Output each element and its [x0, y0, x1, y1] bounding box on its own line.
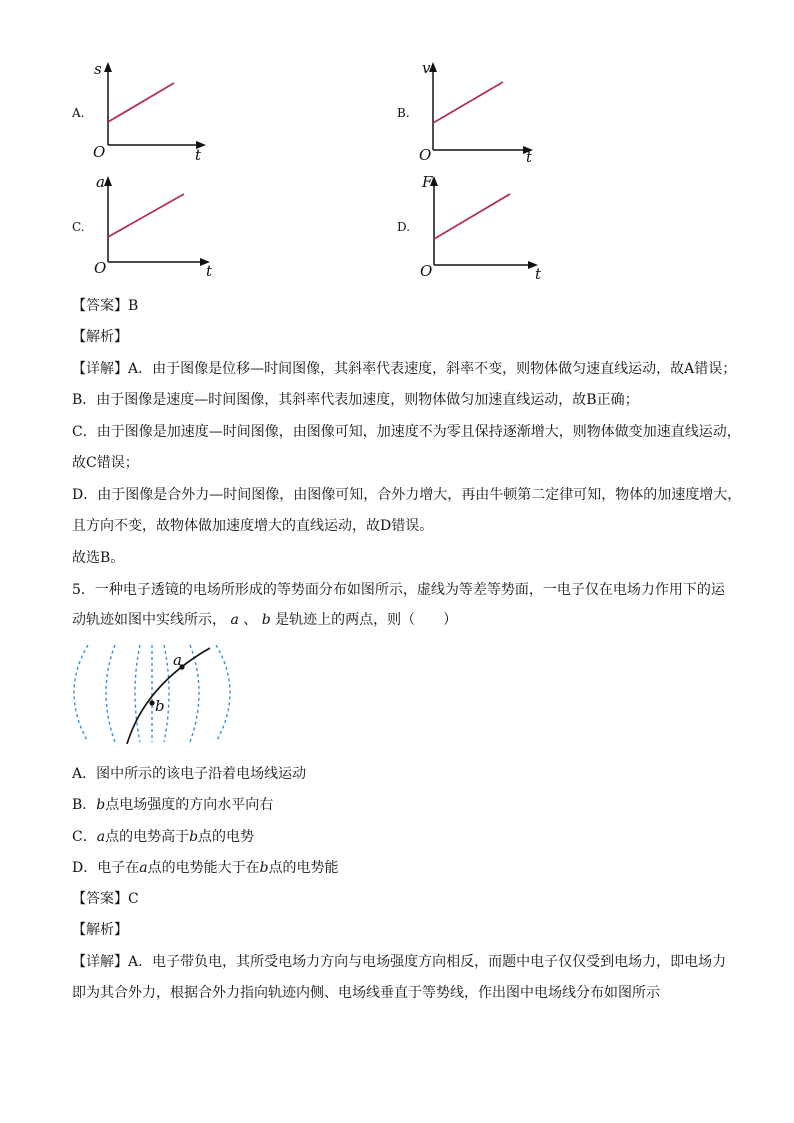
q5-option-c-var1: a	[96, 829, 106, 845]
q5-option-a: A．图中所示的该电子沿着电场线运动	[72, 766, 307, 782]
q5-option-d-var2: b	[259, 860, 269, 876]
q4-detail-d1: D．由于图像是合外力—时间图像，由图像可知，合外力增大，再由牛顿第二定律可知，物体的加速度增大，	[72, 487, 742, 503]
graph-b-origin-label: O	[419, 146, 432, 164]
q5-separator: 、	[243, 612, 258, 628]
option-d-label: D.	[397, 220, 411, 234]
graph-b-line	[433, 82, 503, 123]
q5-var-a: a	[230, 612, 239, 628]
graph-c	[90, 172, 215, 282]
q5-option-d-text: 点的电势能	[268, 860, 339, 876]
equipotential-line-5	[164, 645, 169, 742]
q5-option-c-mid: 点的电势高于	[105, 829, 190, 845]
q5-option-c-text: 点的电势	[198, 829, 255, 845]
q5-stem-line2	[72, 610, 457, 630]
graph-a	[90, 60, 210, 170]
graph-b-x-axis-label: t	[526, 148, 533, 166]
q5-analysis-heading: 【解析】	[72, 922, 128, 938]
equipotential-line-7	[216, 645, 230, 742]
option-a-label: A.	[72, 106, 85, 120]
equipotential-figure	[70, 640, 240, 750]
q5-var-b: b	[261, 612, 271, 628]
q5-option-d-var1: a	[139, 860, 148, 876]
graph-a-x-axis-label: t	[195, 146, 202, 164]
graph-d	[416, 172, 546, 282]
q5-option-d-prefix: D．电子在	[72, 860, 140, 876]
graph-c-y-axis-label: a	[96, 173, 105, 191]
graph-c-line	[108, 194, 184, 237]
q5-option-c-prefix: C．	[72, 829, 97, 845]
q4-answer: 【答案】B	[72, 298, 139, 314]
q4-detail-a: 【详解】A．由于图像是位移—时间图像，其斜率代表速度，斜率不变，则物体做匀速直线运动，故A错误；	[72, 361, 737, 377]
q5-option-b-text: 点电场强度的方向水平向右	[105, 797, 274, 813]
graph-b	[415, 60, 540, 170]
q5-option-d-mid: 点的电势能大于在	[147, 860, 260, 876]
equipotential-line-2	[106, 645, 115, 742]
graph-c-origin-label: O	[94, 259, 107, 277]
graph-a-origin-label: O	[93, 143, 106, 161]
q5-option-d	[72, 858, 339, 878]
q4-detail-c1: C．由于图像是加速度—时间图像，由图像可知，加速度不为零且保持逐渐增大，则物体做变加速直线运动，	[72, 424, 741, 440]
option-b-label: B.	[397, 106, 410, 120]
graph-d-origin-label: O	[420, 262, 433, 280]
graph-a-y-axis-label: s	[94, 60, 102, 78]
equipotential-line-1	[74, 645, 88, 742]
q5-detail-line2: 即为其合外力，根据合外力指向轨迹内侧、电场线垂直于等势线，作出图中电场线分布如图所示	[72, 985, 660, 1001]
graph-d-y-axis-label: F	[422, 173, 433, 191]
equipotential-line-3	[135, 645, 140, 742]
point-b-dot	[149, 700, 154, 705]
figure-label-b: b	[155, 697, 165, 715]
q4-detail-d2: 且方向不变，故物体做加速度增大的直线运动，故D错误。	[72, 518, 434, 534]
q5-option-b	[72, 795, 273, 815]
figure-label-a: a	[173, 651, 182, 669]
q5-option-b-var: b	[96, 797, 106, 813]
q5-option-b-prefix: B．	[72, 797, 97, 813]
q5-stem-text-pre: 动轨迹如图中实线所示，	[72, 612, 226, 628]
q4-analysis-heading: 【解析】	[72, 329, 128, 345]
q4-conclusion: 故选B。	[72, 550, 125, 566]
q5-stem-line1: 5．一种电子透镜的电场所形成的等势面分布如图所示，虚线为等差等势面，一电子仅在电场力作用下的运	[72, 582, 725, 598]
q4-detail-b: B．由于图像是速度—时间图像，其斜率代表加速度，则物体做匀加速直线运动，故B正确；	[72, 392, 639, 408]
q5-detail-line1: 【详解】A．电子带负电，其所受电场力方向与电场强度方向相反，而题中电子仅仅受到电场力，即电场力	[72, 954, 727, 970]
graph-b-y-axis-label: v	[422, 59, 431, 77]
option-c-label: C.	[72, 220, 85, 234]
q5-stem-text-post: 是轨迹上的两点，则（ ）	[275, 612, 458, 628]
q5-answer: 【答案】C	[72, 891, 139, 907]
graph-a-line	[108, 83, 174, 122]
graph-c-x-axis-label: t	[206, 262, 213, 280]
q5-option-c	[72, 827, 254, 847]
graph-d-x-axis-label: t	[535, 265, 542, 283]
electron-trajectory	[127, 648, 210, 744]
q4-detail-c2: 故C错误；	[72, 455, 139, 471]
graph-d-line	[434, 194, 510, 239]
q5-option-c-var2: b	[189, 829, 199, 845]
